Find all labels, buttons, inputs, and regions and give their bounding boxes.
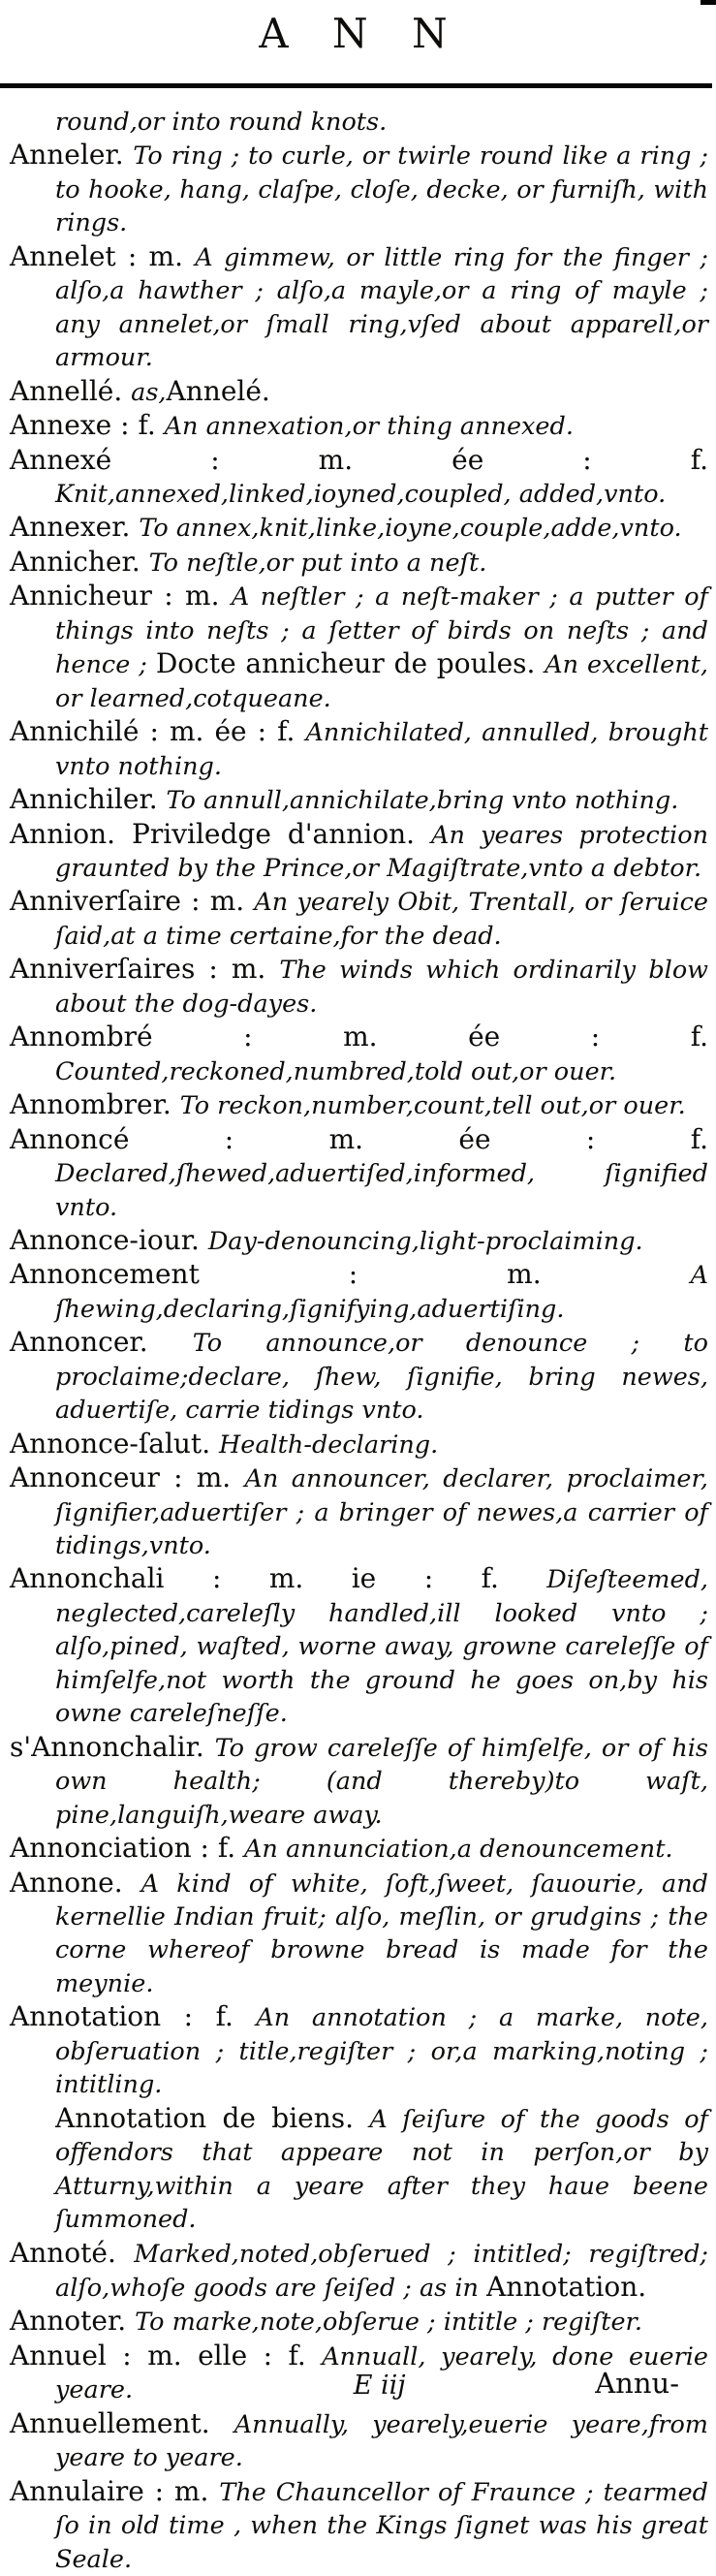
dictionary-entry xyxy=(10,1832,708,1866)
definition-italic-text: To grow careleſſe of himſelfe, or of his own health; (and thereby)to waſt, pine,languiſh,weare away. xyxy=(55,1733,709,1830)
dictionary-entry xyxy=(10,1088,708,1122)
definition-italic-text: To reckon,number,count,tell out,or ouer. xyxy=(179,1091,686,1121)
dictionary-entry xyxy=(10,2407,708,2475)
signature-mark: E iij xyxy=(353,2371,406,2401)
headword-roman-text: Annoté. xyxy=(10,2236,135,2269)
definition-italic-text: Marked,noted,obſerued ; intitled; regiſtred; alſo,whoſe goods are ſeiſed ; as in xyxy=(55,2239,708,2303)
headword-roman-text: Anneler. xyxy=(10,139,134,172)
definition-italic-text: Day-denouncing,light-proclaiming. xyxy=(207,1226,643,1256)
definition-italic-text: An announcer, declarer, proclaimer, ſignifier,aduertiſer ; a bringer of newes,a carrier of tidings,vnto. xyxy=(55,1464,708,1561)
definition-italic-text: The winds which ordinarily blow about the dog-dayes. xyxy=(55,956,708,1019)
headword-roman-text: Annoter. xyxy=(10,2305,136,2338)
definition-italic-text: An yearely Obit, Trentall, or ſeruice ſaid,at a time certaine,for the dead. xyxy=(55,888,708,951)
headword-roman-text: Annonchali : m. ie : f. xyxy=(10,1562,547,1595)
definition-italic-text: An annotation ; a marke, note, obſeruation ; title,regiſter ; or,a marking,noting ; intitling. xyxy=(55,2003,708,2100)
dictionary-entry xyxy=(10,1021,708,1088)
entries-list xyxy=(10,106,708,2576)
page-footer xyxy=(0,2367,716,2407)
headword-roman-text: Annonciation : f. xyxy=(10,1832,245,1865)
definition-italic-text: Counted,reckoned,numbred,told out,or ouer. xyxy=(55,1056,617,1086)
dictionary-entry xyxy=(10,1123,708,1224)
dictionary-entry xyxy=(10,1224,708,1258)
dictionary-entry xyxy=(10,1428,708,1461)
definition-italic-text: Knit,annexed,linked,ioyned,coupled, added,vnto. xyxy=(55,479,667,509)
headword-roman-text: Annicheur : m. xyxy=(10,580,232,613)
dictionary-entry xyxy=(10,546,708,580)
catchword: Annu- xyxy=(595,2367,679,2400)
headword-roman-text: Annellé. xyxy=(10,374,132,407)
headword-roman-text: Annoncement : m. xyxy=(10,1258,691,1291)
headword-roman-text: Annexé : m. ée : f. xyxy=(10,443,708,476)
dictionary-entry xyxy=(10,2305,708,2339)
headword-roman-text: Annelet : m. xyxy=(10,239,196,272)
headword-roman-text: Docte annicheur de poules. xyxy=(155,647,545,680)
headword-roman-text: Annicher. xyxy=(10,545,149,578)
header-rule xyxy=(0,83,712,88)
headword-roman-text: Annoncer. xyxy=(10,1326,193,1359)
definition-italic-text: A ſhewing,declaring,ſignifying,aduertiſing. xyxy=(55,1261,708,1324)
definition-italic-text: To neſtle,or put into a neſt. xyxy=(148,548,487,578)
dictionary-entry xyxy=(10,818,708,886)
dictionary-entry xyxy=(10,783,708,817)
headword-roman-text: Annoncé : m. ée : f. xyxy=(10,1122,708,1155)
definition-italic-text: An annunciation,a denouncement. xyxy=(244,1835,673,1865)
dictionary-entry xyxy=(10,2475,708,2576)
dictionary-entry xyxy=(10,953,708,1021)
dictionary-entry xyxy=(10,375,708,409)
headword-roman-text: Annion. Priviledge d'annion. xyxy=(10,817,432,850)
headword-roman-text: s'Annonchalir. xyxy=(10,1730,215,1763)
headword-roman-text: Annombrer. xyxy=(10,1088,180,1121)
definition-italic-text: To annull,annichilate,bring vnto nothing. xyxy=(166,786,679,816)
dictionary-entry xyxy=(10,715,708,783)
definition-italic-text: A neſtler ; a neſt-maker ; a putter of things into neſts ; a ſetter of birds on neſts ; and hence ; xyxy=(55,582,708,680)
dictionary-entry xyxy=(10,2000,708,2101)
definition-italic-text: To ring ; to curle, or twirle round like a ring ; to hooke, hang, claſpe, cloſe, decke, or furniſh, with rings. xyxy=(55,141,708,238)
headword-roman-text: Annexe : f. xyxy=(10,409,165,442)
definition-italic-text: To announce,or denounce ; to proclaime;declare, ſhew, ſignifie, bring newes, aduertiſe, carrie tidings vnto. xyxy=(55,1329,708,1426)
headword-roman-text: Annonceur : m. xyxy=(10,1461,245,1494)
dictionary-entry xyxy=(10,409,708,443)
dictionary-entry xyxy=(10,1258,708,1326)
definition-italic-text: Annichilated, annulled, brought vnto nothing. xyxy=(55,718,708,781)
page-corner-mark xyxy=(700,0,716,5)
definition-italic-text: Annually, yearely,euerie yeare,from yeare to yeare. xyxy=(55,2409,708,2473)
definition-italic-text: Annuall, yearely, done euerie yeare. xyxy=(55,2341,708,2405)
headword-roman-text: Annuel : m. elle : f. xyxy=(10,2339,323,2372)
headword-roman-text: Annelé. xyxy=(166,374,270,407)
headword-roman-text: Annone. xyxy=(10,1866,141,1899)
headword-roman-text: Annulaire : m. xyxy=(10,2474,220,2507)
page-header-title: A N N xyxy=(259,10,457,57)
dictionary-entry xyxy=(10,1867,708,2001)
dictionary-entry xyxy=(10,580,708,715)
definition-italic-text: A ſeiſure of the goods of offendors that appeare not in perſon,or by Atturny,within a yeare after they haue beene ſummoned. xyxy=(55,2104,708,2235)
headword-roman-text: Annichiler. xyxy=(10,783,167,816)
definition-italic-text: An excellent, or learned,cotqueane. xyxy=(55,650,709,713)
headword-roman-text: Annotation : f. xyxy=(10,2000,257,2033)
definition-italic-text: An yeares protection graunted by the Prince,or Magiſtrate,vnto a debtor. xyxy=(55,820,708,883)
dictionary-entry xyxy=(10,2237,708,2306)
definition-italic-text: round,or into round knots. xyxy=(55,108,388,137)
definition-italic-text: A gimmew, or little ring for the finger ; alſo,a hawther ; alſo,a mayle,or a ring of mayle ; any annelet,or ſmall ring,vſed about apparell,or armour. xyxy=(55,242,708,373)
definition-italic-text: Diſeſteemed, neglected,careleſly handled,ill looked vnto ; alſo,pined, waſted, worne away, growne careleſſe of himſelfe,not worth the ground he goes on,by his owne careleſneſſe. xyxy=(55,1565,708,1729)
definition-italic-text: The Chauncellor of Fraunce ; tearmed ſo in old time , when the Kings ſignet was his great Seale. xyxy=(55,2477,708,2574)
headword-roman-text: Annonce-iour. xyxy=(10,1223,208,1256)
entry-continuation xyxy=(10,106,708,139)
dictionary-entry xyxy=(10,511,708,545)
headword-roman-text: Anniverſaires : m. xyxy=(10,953,280,986)
dictionary-entry xyxy=(10,139,708,239)
definition-italic-text: A kind of white, ſoft,ſweet, ſauourie, and kernellie Indian fruit; alſo, meſlin, or grudgins ; the corne whereof browne bread is made for the meynie. xyxy=(55,1869,708,1998)
definition-italic-text: Declared,ſhewed,aduertiſed,informed, ſignified vnto. xyxy=(55,1159,708,1222)
definition-italic-text: as, xyxy=(131,377,167,407)
entry-continuation xyxy=(10,2102,708,2237)
definition-italic-text: Health-declaring. xyxy=(219,1429,439,1460)
dictionary-entry xyxy=(10,1461,708,1562)
definition-italic-text: To marke,note,obſerue ; intitle ; regiſter. xyxy=(135,2308,643,2338)
headword-roman-text: Annotation de biens. xyxy=(55,2101,370,2134)
dictionary-entry xyxy=(10,1731,708,1832)
headword-roman-text: Annexer. xyxy=(10,511,140,544)
headword-roman-text: Annichilé : m. ée : f. xyxy=(10,715,306,748)
headword-roman-text: Annotation. xyxy=(486,2271,647,2303)
dictionary-entry xyxy=(10,1326,708,1427)
headword-roman-text: Annonce-ſalut. xyxy=(10,1427,219,1460)
definition-italic-text: An annexation,or thing annexed. xyxy=(164,412,574,442)
dictionary-entry xyxy=(10,240,708,375)
headword-roman-text: Anniverſaire : m. xyxy=(10,885,255,918)
dictionary-entry xyxy=(10,885,708,953)
dictionary-entry xyxy=(10,444,708,512)
definition-italic-text: To annex,knit,linke,ioyne,couple,adde,vnto. xyxy=(139,514,682,544)
dictionary-entry xyxy=(10,1562,708,1730)
headword-roman-text: Annuellement. xyxy=(10,2406,234,2439)
headword-roman-text: Annombré : m. ée : f. xyxy=(10,1021,708,1053)
